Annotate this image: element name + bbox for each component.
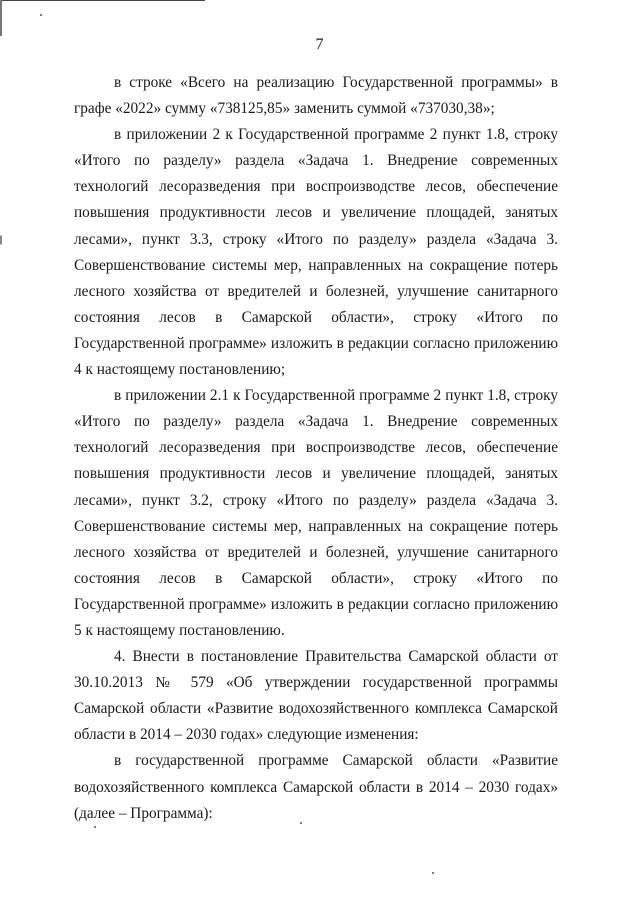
scan-artifact-edge: [0, 0, 2, 905]
document-body: [74, 70, 558, 827]
paragraph: в приложении 2 к Государственной программе 2 пункт 1.8, строку «Итого по разделу» раздела «Задача 1. Внедрение современных технологий лесоразведения при воспроизводстве лесов, обеспечение повышения продуктивности лесов и увеличение площадей, занятых лесами», пункт 3.3, строку «Итого по разделу» раздела «Задача 3. Совершенствование системы мер, направленных на сокращение потерь лесного хозяйства от вредителей и болезней, улучшение санитарного состояния лесов в Самарской области», строку «Итого по Государственной программе» изложить в редакции согласно приложению 4 к настоящему постановлению;: [74, 126, 558, 379]
paragraph: 4. Внести в постановление Правительства Самарской области от 30.10.2013 № 579 «Об утверждении государственной программы Самарской области «Развитие водохозяйственного комплекса Самарской области в 2014 – 2030 годах» следующие изменения:: [74, 648, 558, 744]
scan-speck: [432, 872, 434, 874]
scan-artifact-line: [0, 0, 205, 1]
paragraph: в строке «Всего на реализацию Государственной программы» в графе «2022» сумму «738125,85» заменить суммой «737030,38»;: [74, 74, 558, 118]
paragraph: в приложении 2.1 к Государственной программе 2 пункт 1.8, строку «Итого по разделу» раздела «Задача 1. Внедрение современных технологий лесоразведения при воспроизводстве лесов, обеспечение повышения продуктивности лесов и увеличение площадей, занятых лесами», пункт 3.2, строку «Итого по разделу» раздела «Задача 3. Совершенствование системы мер, направленных на сокращение потерь лесного хозяйства от вредителей и болезней, улучшение санитарного состояния лесов в Самарской области», строку «Итого по Государственной программе» изложить в редакции согласно приложению 5 к настоящему постановлению.: [74, 387, 558, 639]
page-number: 7: [315, 36, 324, 53]
scan-speck: [40, 14, 42, 16]
paragraph: в государственной программе Самарской области «Развитие водохозяйственного комплекса Самарской области в 2014 – 2030 годах» (далее – Программа):: [74, 752, 558, 822]
